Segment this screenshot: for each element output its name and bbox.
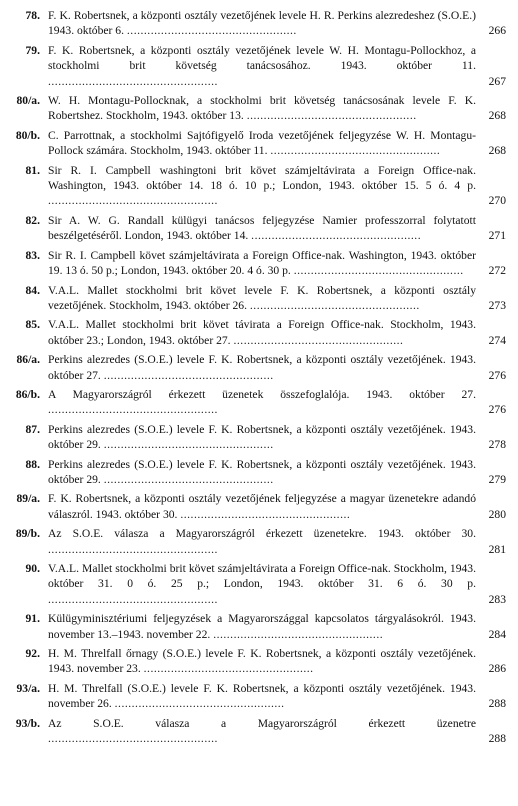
leader-dots: .................................................. bbox=[103, 472, 274, 486]
toc-entry bbox=[12, 43, 506, 89]
toc-entry bbox=[12, 248, 506, 279]
entry-title: Külügyminisztériumi feljegyzések a Magyarországgal kapcsolatos tárgyalásokról. 1943. november 13.–1943. november 22. .................................................. bbox=[48, 612, 476, 641]
page-number: 280 bbox=[488, 507, 506, 521]
leader-dots: .................................................. bbox=[246, 109, 417, 123]
entry-title: Perkins alezredes (S.O.E.) levele F. K. Robertsnek, a központi osztály vezetőjének. 1943. október 29. .................................................. bbox=[48, 457, 476, 486]
entry-number: 87. bbox=[25, 422, 40, 436]
entry-number: 90. bbox=[25, 562, 40, 575]
leader-dots: .................................................. bbox=[270, 144, 441, 158]
entry-title: Sir R. I. Campbell követ számjeltávirata a Foreign Office-nak. Washington, 1943. október 19. 13 ó. 50 p.; London, 1943. október 20. 4 ó. 30 p. .................................................. bbox=[48, 248, 476, 278]
toc-entry bbox=[12, 213, 506, 244]
page-number: 286 bbox=[488, 662, 506, 676]
leader-dots: .................................................. bbox=[48, 74, 218, 88]
entry-number: 93/b. bbox=[15, 716, 40, 730]
leader-dots: .................................................. bbox=[48, 592, 218, 606]
leader-dots: .................................................. bbox=[48, 542, 218, 556]
entry-title: Perkins alezredes (S.O.E.) levele F. K. Robertsnek, a központi osztály vezetőjének. 1943. október 27. .................................................. bbox=[48, 353, 476, 382]
leader-dots: .................................................. bbox=[143, 662, 314, 676]
toc-entry bbox=[12, 128, 506, 159]
toc-entry bbox=[12, 352, 506, 383]
leader-dots: .................................................. bbox=[293, 264, 464, 278]
page-number: 279 bbox=[488, 472, 506, 486]
page-number: 270 bbox=[488, 194, 506, 208]
entry-number: 79. bbox=[25, 43, 40, 57]
entry-number: 85. bbox=[25, 318, 40, 332]
page-number: 273 bbox=[488, 298, 506, 312]
page-number: 267 bbox=[488, 74, 506, 88]
page-number: 272 bbox=[488, 264, 506, 278]
leader-dots: .................................................. bbox=[114, 697, 285, 711]
entry-number: 81. bbox=[25, 163, 40, 177]
entry-number: 89/a. bbox=[16, 492, 40, 506]
page-number: 268 bbox=[488, 144, 506, 158]
leader-dots: .................................................. bbox=[103, 438, 274, 452]
entry-number: 86/a. bbox=[16, 353, 40, 367]
toc-entry bbox=[12, 611, 506, 642]
entry-title: H. M. Threlfall őrnagy (S.O.E.) levele F. K. Robertsnek, a központi osztály vezetőjének. 1943. november 23. .................................................. bbox=[48, 647, 476, 676]
entry-title: F. K. Robertsnek, a központi osztály vezetőjének levele W. H. Montagu-Pollockhoz, a stockholmi brit követség tanácsosához. 1943. október 11. .................................................. bbox=[48, 43, 476, 88]
page-number: 266 bbox=[488, 24, 506, 38]
leader-dots: .................................................. bbox=[126, 24, 297, 38]
toc-entry bbox=[12, 716, 506, 747]
entry-number: 80/a. bbox=[16, 94, 40, 108]
entry-number: 78. bbox=[25, 9, 40, 22]
page-number: 268 bbox=[488, 109, 506, 123]
entry-title: Az S.O.E. válasza a Magyarországról érkezett üzenetre .................................................. bbox=[48, 716, 476, 746]
entry-number: 92. bbox=[25, 647, 40, 661]
entry-number: 80/b. bbox=[15, 128, 40, 142]
entry-number: 93/a. bbox=[16, 681, 40, 695]
leader-dots: .................................................. bbox=[180, 507, 351, 521]
entry-title: Sir A. W. G. Randall külügyi tanácsos feljegyzése Namier professzorral folytatott beszélgetéséről. London, 1943. október 14. .................................................. bbox=[48, 213, 476, 243]
entry-title: Az S.O.E. válasza a Magyarországról érkezett üzenetekre. 1943. október 30. .................................................. bbox=[48, 527, 476, 556]
page-number: 274 bbox=[488, 333, 506, 347]
leader-dots: .................................................. bbox=[103, 368, 274, 382]
toc-entry bbox=[12, 457, 506, 488]
entry-number: 91. bbox=[25, 612, 40, 626]
entry-title: Sir R. I. Campbell washingtoni brit követ számjeltávirata a Foreign Office-nak. Washington, 1943. október 14. 18 ó. 10 p.; London, 1943. október 15. 5 ó. 4 p. .................................................. bbox=[48, 163, 476, 208]
page-number: 283 bbox=[488, 592, 506, 606]
page-number: 281 bbox=[488, 542, 506, 556]
entry-title: V.A.L. Mallet stockholmi brit követ levele F. K. Robertsnek, a központi osztály vezetőjének. Stockholm, 1943. október 26. .................................................. bbox=[48, 283, 476, 312]
toc-entry bbox=[12, 317, 506, 348]
page-number: 271 bbox=[488, 229, 506, 243]
entry-number: 84. bbox=[25, 283, 40, 297]
leader-dots: .................................................. bbox=[48, 732, 218, 746]
toc-entry bbox=[12, 93, 506, 124]
page-number: 276 bbox=[488, 368, 506, 382]
toc-entry bbox=[12, 387, 506, 418]
entry-number: 86/b. bbox=[15, 387, 40, 401]
toc-entry bbox=[12, 8, 506, 39]
entry-title: A Magyarországról érkezett üzenetek összefoglalója. 1943. október 27. .................................................. bbox=[48, 387, 476, 417]
entry-title: V.A.L. Mallet stockholmi brit követ számjeltávirata a Foreign Office-nak. Stockholm, 1943. október 31. 0 ó. 25 p.; London, 1943. október 31. 6 ó. 30 p. .................................................. bbox=[48, 562, 476, 606]
toc-entry bbox=[12, 163, 506, 209]
page-number: 284 bbox=[488, 627, 506, 641]
entry-title: W. H. Montagu-Pollocknak, a stockholmi brit követség tanácsosának levele F. K. Robertshez. Stockholm, 1943. október 13. .................................................. bbox=[48, 94, 476, 123]
toc-entry bbox=[12, 283, 506, 314]
entry-title: Perkins alezredes (S.O.E.) levele F. K. Robertsnek, a központi osztály vezetőjének. 1943. október 29. .................................................. bbox=[48, 422, 476, 452]
toc-entry bbox=[12, 681, 506, 712]
entry-number: 82. bbox=[25, 213, 40, 227]
page-number: 288 bbox=[488, 732, 506, 746]
page-number: 288 bbox=[488, 697, 506, 711]
entry-title: V.A.L. Mallet stockholmi brit követ távirata a Foreign Office-nak. Stockholm, 1943. október 23.; London, 1943. október 27. .................................................. bbox=[48, 318, 476, 347]
toc-entry bbox=[12, 561, 506, 607]
entry-title: F. K. Robertsnek, a központi osztály vezetőjének levele H. R. Perkins alezredeshez (S.O.E.) 1943. október 6. .................................................. bbox=[48, 9, 476, 38]
toc-entry bbox=[12, 526, 506, 557]
entry-title: F. K. Robertsnek, a központi osztály vezetőjének feljegyzése a magyar üzenetekre adandó válaszról. 1943. október 30. .................................................. bbox=[48, 492, 476, 521]
leader-dots: .................................................. bbox=[213, 627, 384, 641]
leader-dots: .................................................. bbox=[249, 298, 420, 312]
toc-entry bbox=[12, 422, 506, 453]
entry-number: 88. bbox=[25, 457, 40, 471]
page-number: 276 bbox=[488, 403, 506, 417]
page-number: 278 bbox=[488, 438, 506, 452]
leader-dots: .................................................. bbox=[48, 403, 218, 417]
leader-dots: .................................................. bbox=[251, 229, 422, 243]
entry-number: 83. bbox=[25, 248, 40, 262]
leader-dots: .................................................. bbox=[48, 194, 218, 208]
entry-number: 89/b. bbox=[15, 527, 40, 541]
entry-title: C. Parrottnak, a stockholmi Sajtófigyelő Iroda vezetőjének feljegyzése W. H. Montagu-Pollock számára. Stockholm, 1943. október 11. .................................................. bbox=[48, 128, 476, 158]
entry-title: H. M. Threlfall (S.O.E.) levele F. K. Robertsnek, a központi osztály vezetőjének. 1943. november 26. .................................................. bbox=[48, 681, 476, 711]
toc-entry bbox=[12, 491, 506, 522]
toc-entry bbox=[12, 646, 506, 677]
leader-dots: .................................................. bbox=[233, 333, 404, 347]
